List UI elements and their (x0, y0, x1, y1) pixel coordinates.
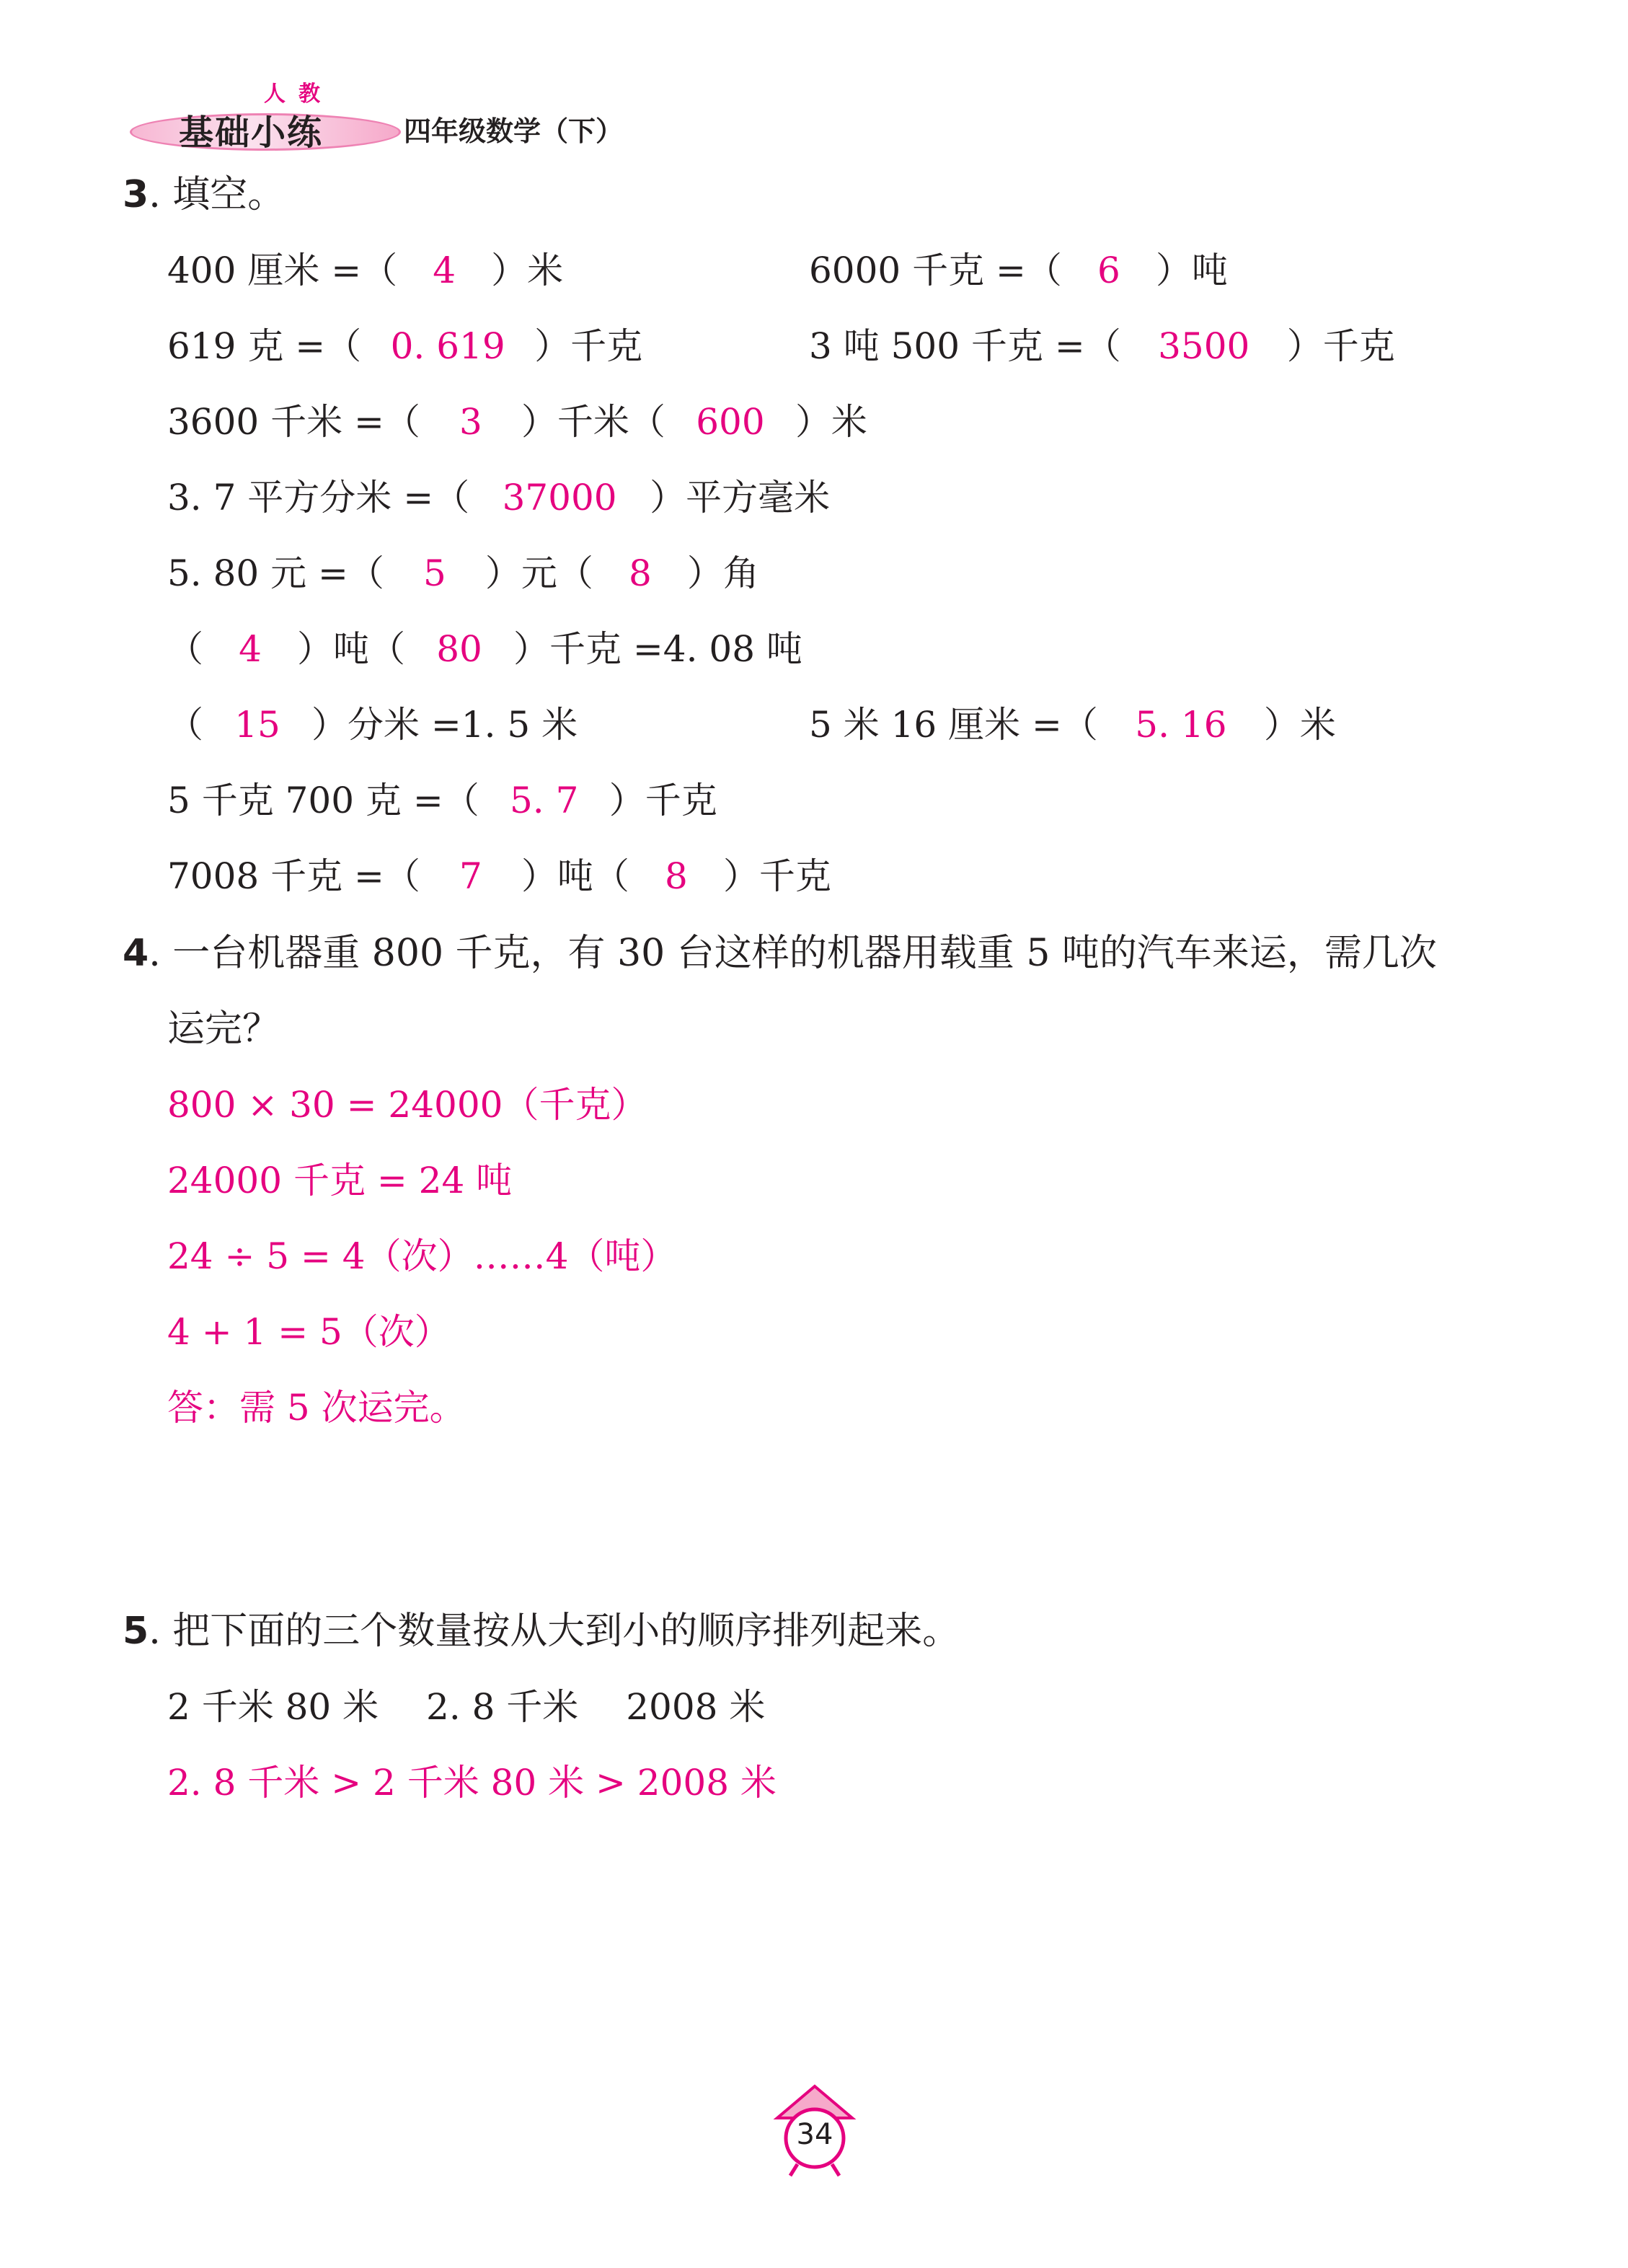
book-title: 四年级数学（下） (404, 115, 624, 147)
quantities-list: 2 千米 80 米 2. 8 千米 2008 米 (167, 1686, 766, 1728)
fill-item: 3. 7 平方分米 =（ 37000 ）平方毫米 (167, 477, 831, 519)
solution-answer: 答：需 5 次运完。 (167, 1387, 466, 1429)
answer-blank: 3 (459, 401, 482, 443)
answer-blank: 6 (1097, 250, 1120, 291)
answer-blank: 37000 (502, 477, 617, 519)
answer-blank: 8 (629, 552, 652, 594)
solution-step: 24 ÷ 5 = 4（次）……4（吨） (167, 1235, 677, 1277)
solution-step: 800 × 30 = 24000（千克） (167, 1084, 647, 1126)
ordering-answer: 2. 8 千米 > 2 千米 80 米 > 2008 米 (167, 1762, 777, 1804)
question-4-heading (123, 932, 1437, 975)
question-text-continued: 运完？ (167, 1007, 280, 1051)
fill-item: 7008 千克 =（ 7 ）吨（ 8 ）千克 (167, 855, 831, 897)
edition-label: 人教 (264, 81, 333, 107)
answer-blank: 8 (665, 855, 688, 897)
answer-blank: 5. 7 (510, 780, 579, 821)
answer-blank: 3500 (1158, 325, 1250, 367)
question-text: . 把下面的三个数量按从大到小的顺序排列起来。 (149, 1610, 960, 1653)
answer-blank: 4 (433, 250, 456, 291)
answer-blank: 0. 619 (390, 325, 505, 367)
fill-item: 400 厘米 =（ 4 ）米 (167, 250, 564, 291)
fill-item: （ 15 ）分米 =1. 5 米 (167, 704, 578, 746)
question-title: . 填空。 (149, 173, 286, 216)
solution-step: 24000 千克 = 24 吨 (167, 1160, 513, 1201)
fill-item: 3600 千米 =（ 3 ）千米（ 600 ）米 (167, 401, 867, 443)
fill-item: 3 吨 500 千克 =（ 3500 ）千克 (809, 325, 1395, 367)
question-number: 4 (123, 932, 149, 975)
fill-item: 619 克 =（ 0. 619 ）千克 (167, 325, 643, 367)
answer-blank: 4 (239, 628, 262, 670)
question-3-heading (123, 173, 285, 216)
question-number: 3 (123, 173, 149, 216)
series-logo-text: 基础小练 (179, 112, 324, 153)
answer-blank: 15 (234, 704, 280, 746)
solution-step: 4 + 1 = 5（次） (167, 1311, 451, 1353)
question-text: . 一台机器重 800 千克，有 30 台这样的机器用载重 5 吨的汽车来运，需几次 (149, 932, 1437, 975)
fill-item: （ 4 ）吨（ 80 ）千克 =4. 08 吨 (167, 628, 802, 670)
question-5-heading (123, 1610, 960, 1653)
question-number: 5 (123, 1610, 149, 1653)
answer-blank: 7 (459, 855, 482, 897)
page-header (123, 69, 627, 162)
fill-item: 5 米 16 厘米 =（ 5. 16 ）米 (809, 704, 1336, 746)
page-number-badge (771, 2081, 858, 2181)
page-number: 34 (796, 2118, 833, 2151)
fill-item: 5 千克 700 克 =（ 5. 7 ）千克 (167, 780, 717, 821)
answer-blank: 5 (423, 552, 446, 594)
answer-blank: 5. 16 (1135, 704, 1227, 746)
answer-blank: 80 (436, 628, 482, 670)
fill-item: 6000 千克 =（ 6 ）吨 (809, 250, 1228, 291)
fill-item: 5. 80 元 =（ 5 ）元（ 8 ）角 (167, 552, 759, 594)
answer-blank: 600 (696, 401, 765, 443)
